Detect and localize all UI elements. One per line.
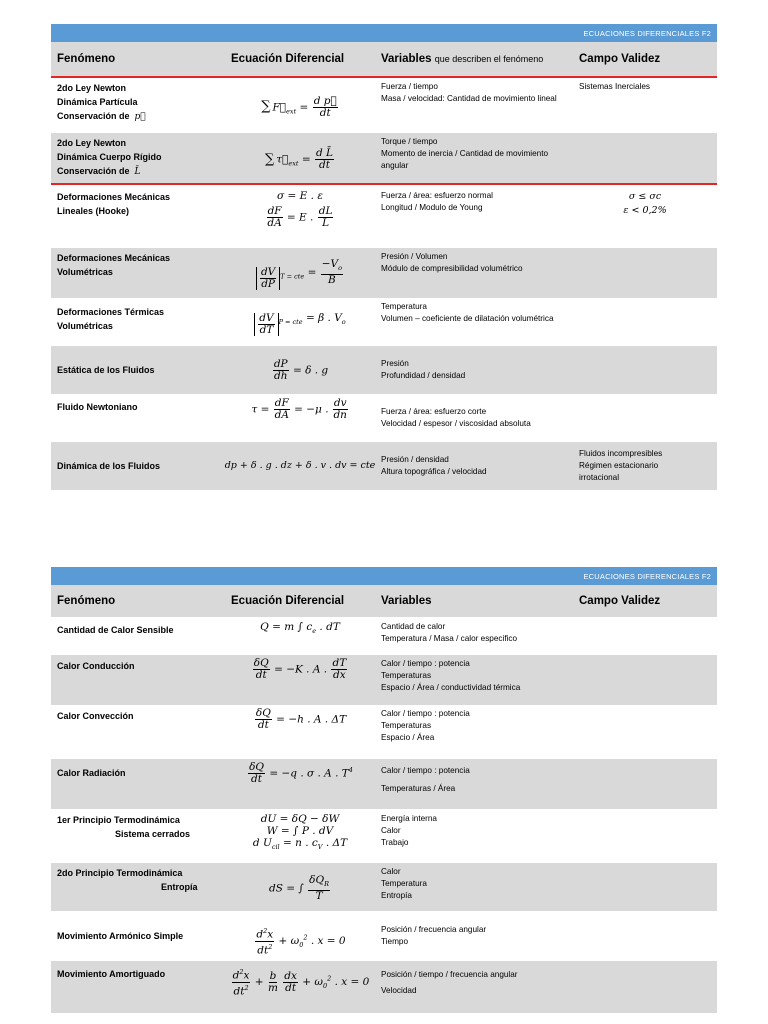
header-variables: Variables [381, 595, 432, 607]
variables-cell: Fuerza / área: esfuerzo normal Longitud / Modulo de Young [381, 191, 493, 212]
table-row [51, 863, 717, 911]
phenomenon-cell: Movimiento Armónico Simple [57, 931, 184, 941]
equations-table-2 [51, 567, 717, 1013]
equation-cell: $\frac{dP}{dh}$ = δ . g [273, 357, 329, 382]
table-row [51, 961, 717, 1013]
table-banner: ECUACIONES DIFERENCIALES F2 [51, 24, 717, 42]
header-phenomenon: Fenómeno [57, 595, 116, 607]
equation-cell: dp + δ . g . dz + δ . v . dv = cte [224, 460, 376, 471]
variables-cell: Fuerza / tiempo Masa / velocidad: Cantidad de movimiento lineal [381, 82, 557, 103]
variables-cell: Calor / tiempo : potencia Temperaturas Espacio / Área [381, 709, 470, 742]
equation-cell: ∑ $F⃗_{ext}$ = $\frac{\text{d p⃗}}{dt}$ [261, 94, 337, 119]
variables-cell: Cantidad de calor Temperatura / Masa / calor especifico [381, 622, 518, 643]
phenomenon-cell: Fluido Newtoniano [57, 402, 138, 412]
table-header-row [51, 585, 717, 617]
variables-cell: Presión / densidad Altura topográfica / velocidad [381, 455, 487, 476]
table-row [51, 759, 717, 809]
table-row [51, 705, 717, 759]
validity-cell: σ ≤ σc ε < 0,2% [623, 191, 667, 216]
phenomenon-cell: Calor Convección [57, 711, 134, 721]
phenomenon-cell: 1er Principio Termodinámica Sistema cerrados [57, 815, 191, 839]
phenomenon-cell: Deformaciones Mecánicas Lineales (Hooke) [57, 192, 171, 216]
header-variables: Variables que describen el fenómeno [381, 53, 544, 65]
equation-cell: ∑ $\tau⃗_{ext}$ = $\frac{\text{d L̄}}{dt}$ [264, 147, 334, 171]
table-row [51, 442, 717, 490]
phenomenon-cell: 2do Ley Newton Dinámica Partícula Conservación de p⃗ [57, 83, 146, 122]
equation-cell: $\frac{dV}{dT}$ $_{P = cte}$ = β . $V_o$ [225, 301, 375, 346]
header-equation: Ecuación Diferencial [231, 595, 345, 607]
phenomenon-cell: Calor Conducción [57, 661, 135, 671]
table-header-row [51, 42, 717, 76]
equation-cell: $\frac{d^2x}{dt^2}$ + $\frac{b}{m}$ $\frac{dx}{dt}$ + $\omega_0^2$ . x = 0 [232, 968, 370, 997]
phenomenon-cell: Calor Radiación [57, 768, 126, 778]
equation-cell: $\frac{dV}{dP}$ $_{T = cte}$ = $\frac{-V_o}{B}$ [225, 251, 375, 298]
validity-cell: Fluidos incompresibles Régimen estacionario irrotacional [579, 449, 663, 482]
phenomenon-cell: 2do Ley Newton Dinámica Cuerpo Rígido Conservación de L̄ [57, 138, 162, 177]
equation-cell: σ = E . ε $\frac{dF}{dA}$ = E . $\frac{dL}{L}$ [267, 190, 333, 229]
table-row [51, 617, 717, 655]
phenomenon-cell: Dinámica de los Fluidos [57, 461, 161, 471]
table-row [51, 78, 717, 133]
table-row [51, 809, 717, 863]
equation-cell: Q = m ∫ $c_e$ . dT [260, 621, 340, 636]
table-row [51, 394, 717, 442]
variables-cell: Posición / frecuencia angular Tiempo [381, 925, 487, 946]
table-row [51, 133, 717, 183]
table-row [51, 911, 717, 961]
variables-cell: Torque / tiempo Momento de inercia / Cantidad de movimiento angular [381, 137, 549, 170]
variables-cell: Calor / tiempo : potencia Temperaturas / Área [381, 766, 470, 793]
equation-cell: $\frac{\delta Q}{dt}$ = −K . A . $\frac{dT}{dx}$ [253, 657, 347, 681]
phenomenon-cell: Movimiento Amortiguado [57, 969, 166, 979]
variables-cell: Presión / Volumen Módulo de compresibilidad volumétrico [381, 252, 523, 273]
variables-cell: Presión Profundidad / densidad [381, 359, 466, 380]
variables-cell: Calor Temperatura Entropía [381, 867, 427, 900]
validity-cell [573, 398, 717, 442]
equation-cell: $\frac{d^2x}{dt^2}$ + $\omega_0^2$ . x = 0 [256, 927, 346, 956]
validity-cell [573, 301, 717, 346]
phenomenon-cell: Cantidad de Calor Sensible [57, 625, 174, 635]
header-phenomenon: Fenómeno [57, 53, 116, 65]
variables-cell: Fuerza / área: esfuerzo corte Velocidad / espesor / viscosidad absoluta [381, 407, 531, 428]
variables-cell: Calor / tiempo : potencia Temperaturas Espacio / Área / conductividad térmica [381, 659, 521, 692]
equations-table-1 [51, 24, 717, 490]
table-row [51, 185, 717, 248]
validity-cell [573, 251, 717, 298]
header-validity: Campo Validez [579, 595, 661, 607]
equation-cell: τ = $\frac{dF}{dA}$ = −μ . $\frac{dv}{dn}$ [251, 397, 347, 421]
phenomenon-cell: Deformaciones Térmicas Volumétricas [57, 307, 165, 331]
variables-cell: Energía interna Calor Trabajo [381, 814, 437, 847]
validity-cell: Sistemas Inerciales [579, 82, 650, 91]
equation-cell: $\frac{\delta Q}{dt}$ = −q . σ . A . $T^4$ [249, 761, 353, 785]
table-row [51, 298, 717, 346]
table-row [51, 346, 717, 394]
variables-cell: Temperatura Volumen – coeficiente de dilatación volumétrica [381, 302, 554, 323]
equation-cell: dS = ∫ $\frac{\delta Q_R}{T}$ [268, 873, 330, 903]
variables-cell: Posición / tiempo / frecuencia angular Velocidad [381, 970, 518, 995]
table-row [51, 655, 717, 705]
phenomenon-cell: Deformaciones Mecánicas Volumétricas [57, 253, 171, 277]
equation-cell: $\frac{\delta Q}{dt}$ = −h . A . ΔT [255, 707, 347, 731]
validity-cell [573, 136, 717, 183]
phenomenon-cell: Estática de los Fluidos [57, 365, 155, 375]
header-equation: Ecuación Diferencial [231, 53, 345, 65]
table-banner: ECUACIONES DIFERENCIALES F2 [51, 567, 717, 585]
table-row [51, 248, 717, 298]
header-validity: Campo Validez [579, 53, 661, 65]
equation-cell: dU = δQ − δW W = ∫ P . dV d $U_{cil} = n$ . $c_V$ . ΔT [252, 813, 348, 852]
phenomenon-cell: 2do Principio Termodinámica Entropía [57, 868, 198, 892]
